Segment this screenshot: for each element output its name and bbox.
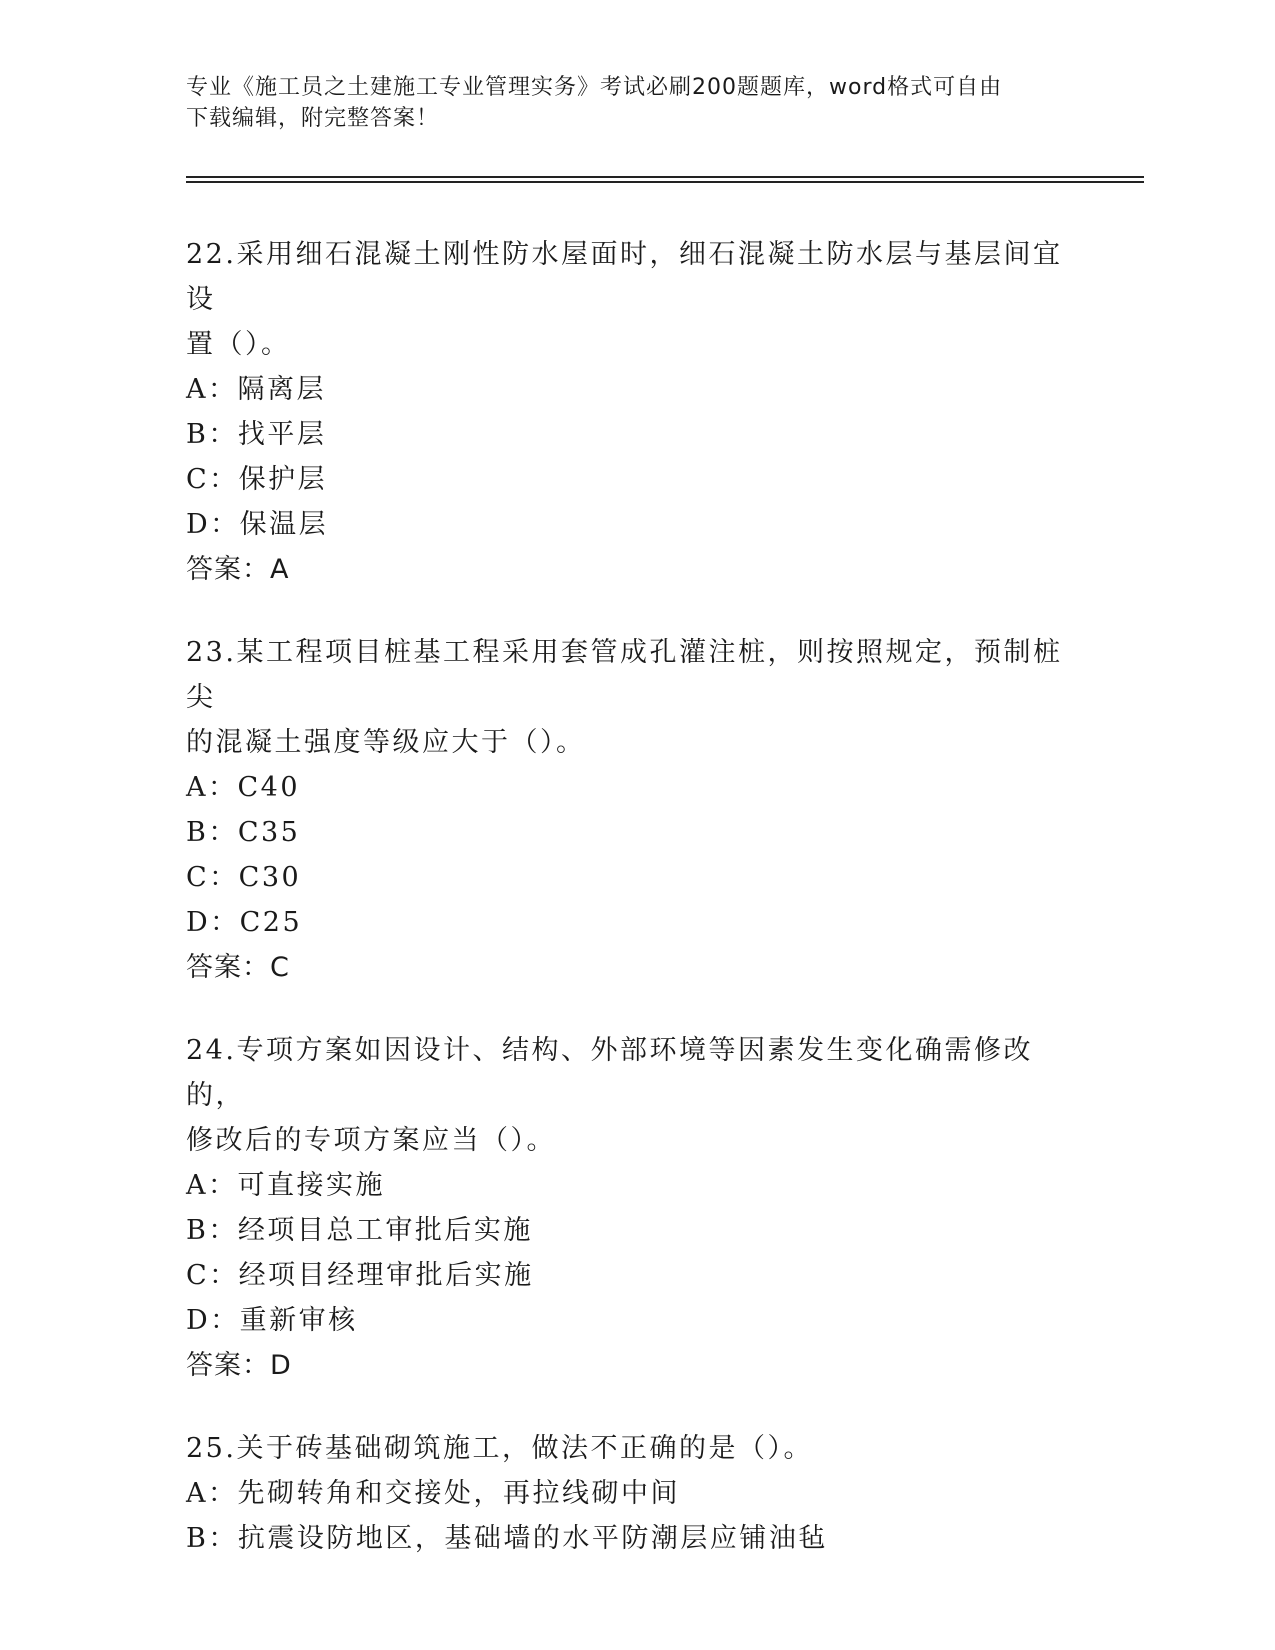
answer: 答案：A — [186, 554, 290, 585]
option-a: A：可直接实施 — [186, 1170, 385, 1201]
option-b: B：经项目总工审批后实施 — [186, 1215, 533, 1246]
header-line-1: 专业《施工员之土建施工专业管理实务》考试必刷200题题库，word格式可自由 — [186, 75, 1003, 100]
option-d: D：保温层 — [186, 509, 329, 540]
question-list — [186, 232, 1086, 1599]
option-c: C：C30 — [186, 862, 302, 893]
question-stem-continued: 置（）。 — [186, 329, 291, 360]
question-25 — [186, 1426, 1086, 1561]
question-24 — [186, 1028, 1086, 1388]
option-b: B：找平层 — [186, 419, 327, 450]
option-c: C：保护层 — [186, 464, 328, 495]
header-divider-bottom — [186, 181, 1144, 183]
answer: 答案：C — [186, 952, 290, 983]
option-a: A：隔离层 — [186, 374, 326, 405]
option-a: A：C40 — [186, 772, 301, 803]
header-line-2: 下载编辑，附完整答案！ — [186, 106, 440, 131]
question-stem-continued: 的混凝土强度等级应大于（）。 — [186, 727, 586, 758]
option-b: B：抗震设防地区，基础墙的水平防潮层应铺油毡 — [186, 1523, 828, 1554]
question-stem: 22.采用细石混凝土刚性防水屋面时，细石混凝土防水层与基层间宜设 — [186, 239, 1063, 315]
question-stem: 25.关于砖基础砌筑施工，做法不正确的是（）。 — [186, 1433, 813, 1464]
document-header — [186, 72, 1066, 134]
question-23 — [186, 630, 1086, 990]
question-22 — [186, 232, 1086, 592]
option-a: A：先砌转角和交接处，再拉线砌中间 — [186, 1478, 680, 1509]
question-stem: 23.某工程项目桩基工程采用套管成孔灌注桩，则按照规定，预制桩尖 — [186, 637, 1063, 713]
header-divider-top — [186, 176, 1144, 178]
answer: 答案：D — [186, 1350, 292, 1381]
option-d: D：C25 — [186, 907, 303, 938]
option-b: B：C35 — [186, 817, 301, 848]
question-stem: 24.专项方案如因设计、结构、外部环境等因素发生变化确需修改的， — [186, 1035, 1033, 1111]
option-d: D：重新审核 — [186, 1305, 358, 1336]
option-c: C：经项目经理审批后实施 — [186, 1260, 534, 1291]
question-stem-continued: 修改后的专项方案应当（）。 — [186, 1125, 556, 1156]
